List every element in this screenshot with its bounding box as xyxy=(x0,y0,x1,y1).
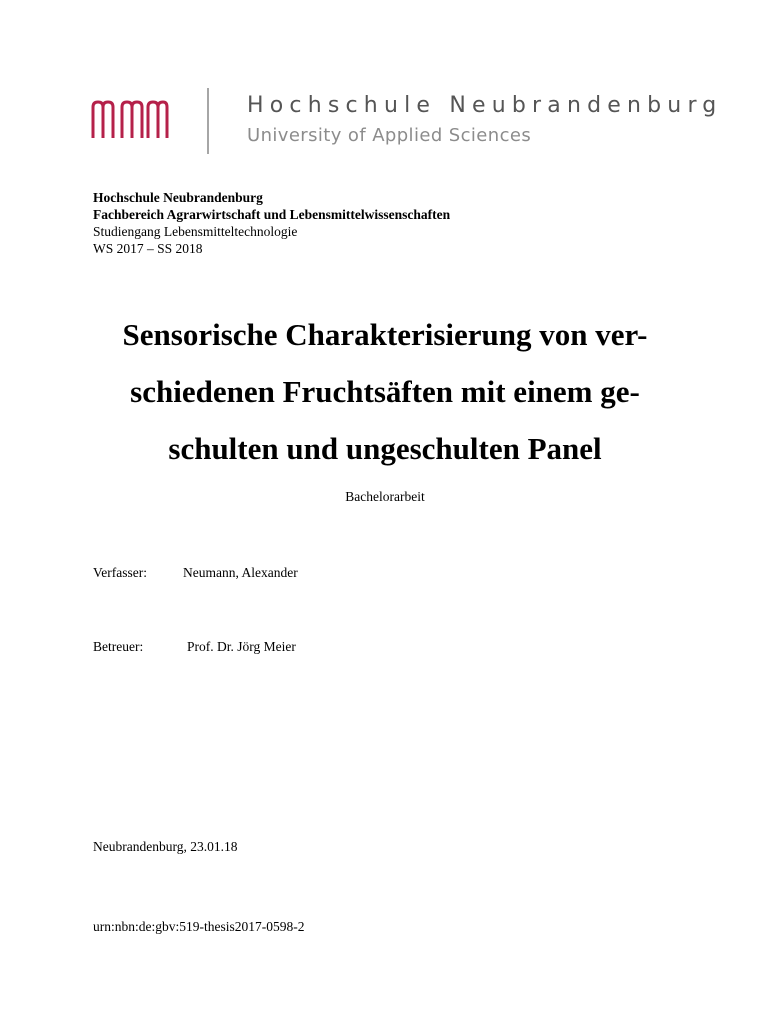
place-and-date: Neubrandenburg, 23.01.18 xyxy=(93,839,238,854)
study-program: Studiengang Lebensmitteltechnologie xyxy=(93,224,298,239)
author-row xyxy=(93,565,298,581)
advisor-label: Betreuer: xyxy=(93,639,144,654)
university-logo-icon xyxy=(90,99,170,139)
institution-block xyxy=(93,189,450,257)
author-label: Verfasser: xyxy=(93,565,147,580)
document-type: Bachelorarbeit xyxy=(345,489,425,504)
author-value: Neumann, Alexander xyxy=(183,565,298,580)
thesis-title xyxy=(60,306,710,477)
thesis-title-line-3: schulten und ungeschulten Panel xyxy=(168,431,602,466)
logo-divider xyxy=(207,88,209,154)
thesis-title-line-2: schiedenen Fruchtsäften mit einem ge- xyxy=(130,374,640,409)
urn-identifier: urn:nbn:de:gbv:519-thesis2017-0598-2 xyxy=(93,919,305,934)
semester: WS 2017 – SS 2018 xyxy=(93,241,203,256)
thesis-title-line-1: Sensorische Charakterisierung von ver- xyxy=(122,317,648,352)
advisor-row xyxy=(93,639,296,655)
logo-university-subtitle: University of Applied Sciences xyxy=(247,125,532,146)
university-name: Hochschule Neubrandenburg xyxy=(93,190,263,205)
advisor-value: Prof. Dr. Jörg Meier xyxy=(187,639,296,654)
logo-university-name: Hochschule Neubrandenburg xyxy=(247,93,723,118)
faculty-name: Fachbereich Agrarwirtschaft und Lebensmittelwissenschaften xyxy=(93,207,451,222)
